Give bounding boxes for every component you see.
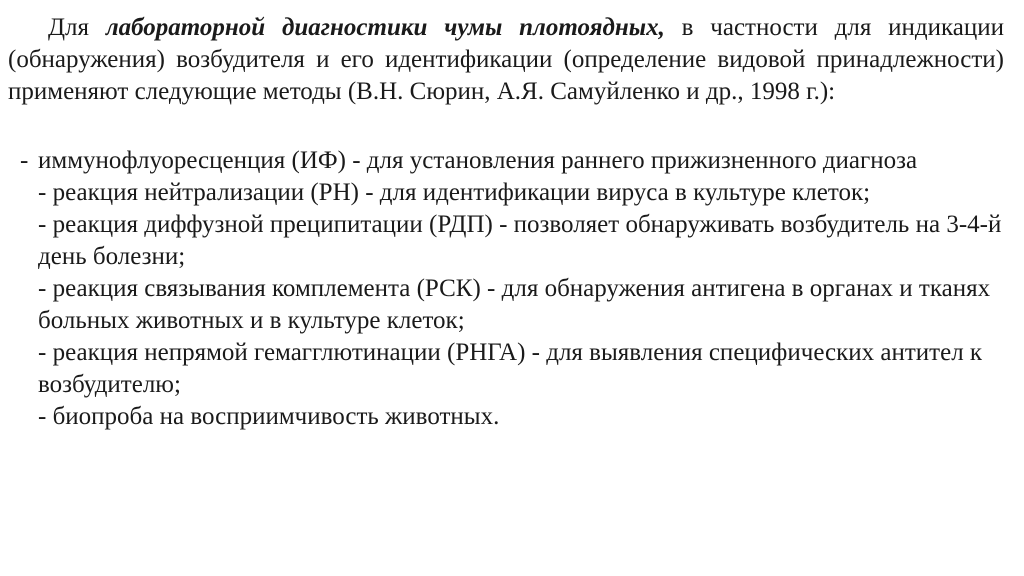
method-item-rn: - реакция нейтрализации (РН) - для идентификации вируса в культуре клеток; xyxy=(38,179,871,206)
method-item-if: иммунофлуоресценция (ИФ) - для установления раннего прижизненного диагноза xyxy=(38,147,918,174)
intro-rest: в частности для индикации (обнаружения) возбудителя и его идентификации (определение видовой принадлежности) применяют следующие методы (В.Н. Сюрин, А.Я. Самуйленко и др., 1998 г.): xyxy=(8,14,1005,105)
list-bullet-marker: - xyxy=(20,147,29,174)
method-item-bioassay: - биопроба на восприимчивость животных. xyxy=(38,403,500,430)
method-item-rsk: - реакция связывания комплемента (РСК) - для обнаружения антигена в органах и тканях больных животных и в культуре клеток; xyxy=(38,275,991,334)
intro-lead: Для xyxy=(48,14,106,41)
intro-paragraph xyxy=(8,12,1004,108)
methods-list xyxy=(38,145,1004,433)
method-item-rdp: - реакция диффузной преципитации (РДП) - позволяет обнаруживать возбудитель на 3-4-й день болезни; xyxy=(38,211,1002,270)
method-item-rnga: - реакция непрямой гемагглютинации (РНГА) - для выявления специфических антител к возбудителю; xyxy=(38,339,983,398)
intro-emphasis: лабораторной диагностики чумы плотоядных, xyxy=(105,14,665,41)
